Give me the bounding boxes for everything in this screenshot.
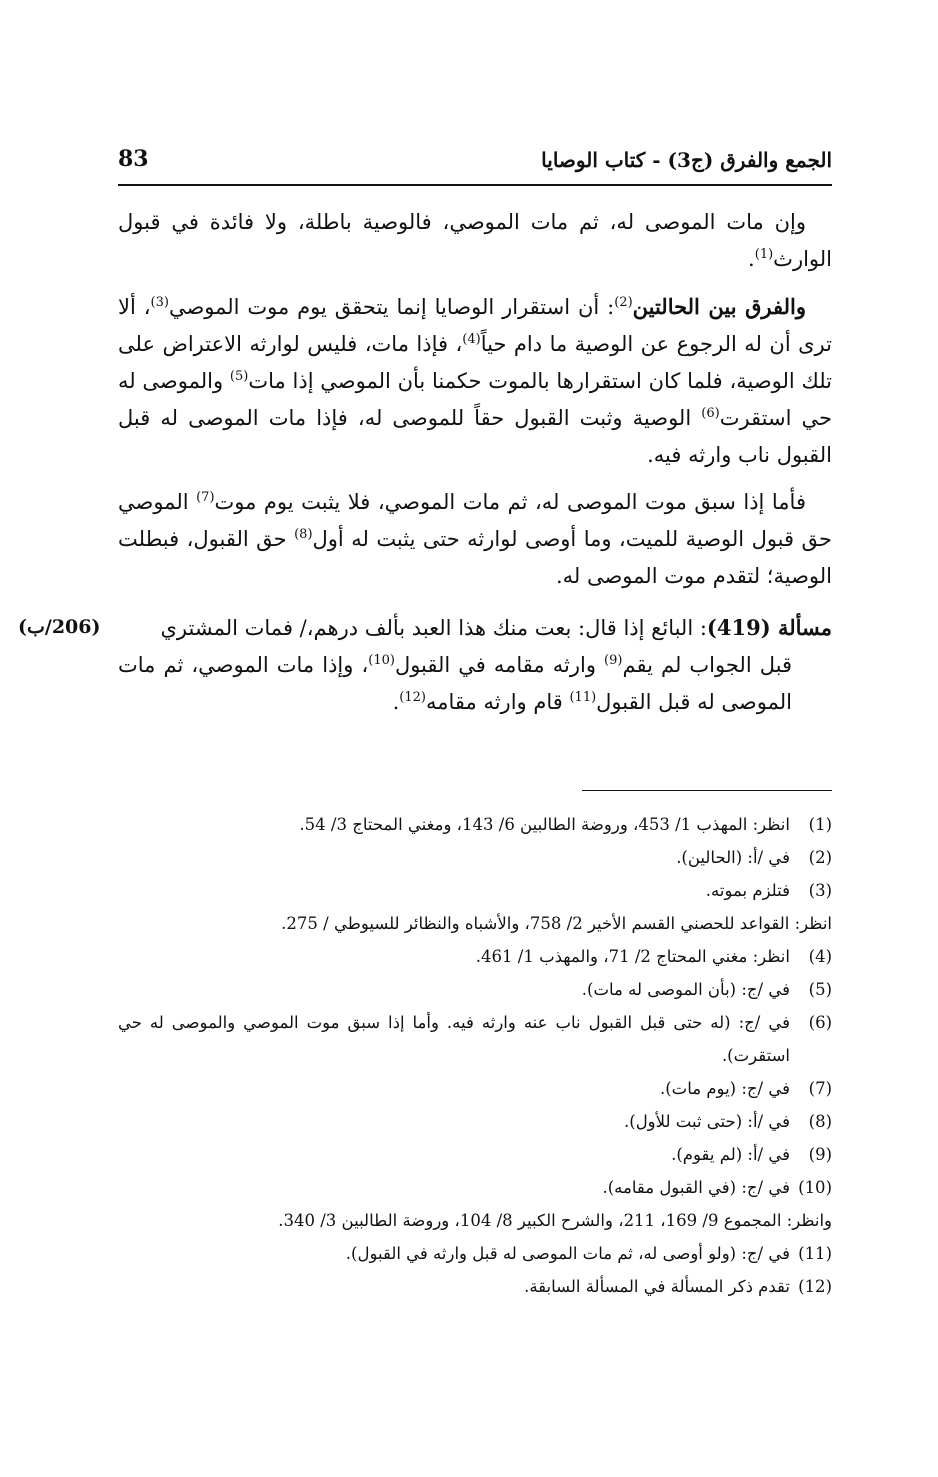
main-text bbox=[18, 204, 832, 742]
footnote-ref-5: (5) bbox=[229, 369, 249, 384]
paragraph-2-text-5: الوصية وثبت القبول حقاً للموصى له، فإذا مات الموصى له قبل القبول ناب وارثه فيه. bbox=[118, 406, 832, 467]
footnote-number: (6) bbox=[808, 1013, 832, 1032]
footnote-ref-3: (3) bbox=[150, 295, 169, 310]
footnote-number: (5) bbox=[808, 980, 832, 999]
footnote-text: انظر: مغني المحتاج 2/ 71، والمهذب 1/ 461. bbox=[475, 947, 790, 966]
masala-block bbox=[18, 609, 832, 721]
paragraph-3-text-3: حق القبول، فبطلت الوصية؛ لتقدم موت الموصى له. bbox=[118, 527, 832, 588]
masala-text-1: : البائع إذا قال: بعت منك هذا العبد بألف درهم،/ فمات المشتري bbox=[160, 616, 707, 640]
footnote-text: في /ج: (له حتى قبل القبول ناب عنه وارثه فيه. وأما إذا سبق موت الموصي والموصى له حي استقرت). bbox=[118, 1013, 790, 1065]
paragraph-2-text-4: والموصى له حي استقرت bbox=[118, 369, 832, 430]
footnote-item bbox=[118, 1237, 832, 1270]
masala-text-3: وارثه مقامه في القبول bbox=[394, 653, 605, 677]
footnote-number: (3) bbox=[808, 881, 832, 900]
footnote-item bbox=[118, 1105, 832, 1138]
footnote-text: في /أ: (حتى ثبت للأول). bbox=[624, 1112, 790, 1131]
paragraph-1 bbox=[118, 204, 832, 278]
footnote-item bbox=[118, 1171, 832, 1204]
footnote-number: (7) bbox=[808, 1079, 832, 1098]
paragraph-2-text-1: : أن استقرار الوصايا إنما يتحقق يوم موت الموصي bbox=[168, 295, 615, 319]
manuscript-folio-ref: (206/ب) bbox=[18, 616, 101, 638]
footnote-number: (9) bbox=[808, 1145, 832, 1164]
footnote-item bbox=[118, 874, 832, 907]
masala-text-4: ، وإذا مات الموصي، ثم مات الموصى له قبل القبول bbox=[118, 653, 792, 714]
footnote-item bbox=[118, 973, 832, 1006]
footnote-number: (11) bbox=[798, 1244, 832, 1263]
footnote-number: (1) bbox=[808, 815, 832, 834]
footnote-continuation: وانظر: المجموع 9/ 169، 211، والشرح الكبير 8/ 104، وروضة الطالبين 3/ 340. bbox=[278, 1211, 832, 1230]
paragraph-3-text-1: فأما إذا سبق موت الموصى له، ثم مات الموصي، فلا يثبت يوم موت bbox=[214, 490, 806, 514]
footnote-ref-11: (11) bbox=[569, 690, 597, 705]
footnote-ref-2: (2) bbox=[614, 295, 633, 310]
footnote-ref-8: (8) bbox=[294, 527, 313, 542]
paragraph-2-text-3: ، فإذا مات، فليس لوارثه الاعتراض على تلك الوصية، فلما كان استقرارها بالموت حكمنا بأن الموصي إذا مات bbox=[118, 332, 832, 393]
footnote-text: انظر: المهذب 1/ 453، وروضة الطالبين 6/ 143، ومغني المحتاج 3/ 54. bbox=[299, 815, 790, 834]
footnote-item bbox=[118, 841, 832, 874]
footnote-continuation: انظر: القواعد للحصني القسم الأخير 2/ 758، والأشباه والنظائر للسيوطي / 275. bbox=[281, 914, 832, 933]
footnote-text: في /ج: (بأن الموصى له مات). bbox=[581, 980, 790, 999]
footnotes bbox=[118, 808, 832, 1303]
footnote-number: (2) bbox=[808, 848, 832, 867]
paragraph-3 bbox=[118, 484, 832, 595]
page-number: 83 bbox=[118, 146, 149, 172]
footnote-ref-1: (1) bbox=[754, 247, 774, 262]
paragraph-1-text: وإن مات الموصى له، ثم مات الموصي، فالوصية باطلة، ولا فائدة في قبول الوارث bbox=[118, 210, 832, 271]
footnote-item bbox=[118, 808, 832, 841]
footnote-text: في /ج: (يوم مات). bbox=[660, 1079, 790, 1098]
footnote-item bbox=[118, 1270, 832, 1303]
footnote-text: في /أ: (الحالين). bbox=[676, 848, 790, 867]
footnote-number: (12) bbox=[798, 1277, 832, 1296]
footnote-ref-7: (7) bbox=[196, 490, 215, 505]
footnote-item bbox=[118, 1138, 832, 1171]
footnote-ref-10: (10) bbox=[368, 653, 395, 668]
footnote-item bbox=[118, 1006, 832, 1072]
paragraph-2-lead: والفرق بين الحالتين bbox=[632, 294, 807, 319]
masala-line-1 bbox=[118, 609, 832, 647]
footnote-text: في /ج: (في القبول مقامه). bbox=[602, 1178, 790, 1197]
footnote-item bbox=[118, 940, 832, 973]
paragraph-3-text-2: الموصي حق قبول الوصية للميت، وما أوصى لوارثه حتى يثبت له أول bbox=[118, 490, 832, 551]
masala-label: مسألة (419) bbox=[706, 615, 832, 640]
page-header bbox=[118, 140, 832, 186]
masala-text-6: . bbox=[392, 690, 400, 714]
footnote-ref-12: (12) bbox=[399, 690, 426, 705]
footnote-ref-6: (6) bbox=[701, 406, 720, 421]
footnote-ref-9: (9) bbox=[604, 653, 623, 668]
paragraph-1-end: . bbox=[748, 247, 755, 271]
footnote-number: (8) bbox=[808, 1112, 832, 1131]
masala-text-5: قام وارثه مقامه bbox=[426, 690, 570, 714]
footnote-number: (4) bbox=[808, 947, 832, 966]
footnote-text: فتلزم بموته. bbox=[705, 881, 790, 900]
masala-text-2: قبل الجواب لم يقم bbox=[622, 653, 792, 677]
footnote-ref-4: (4) bbox=[462, 332, 481, 347]
footnote-separator bbox=[582, 790, 832, 791]
masala-continuation bbox=[118, 647, 792, 721]
paragraph-2 bbox=[118, 288, 832, 474]
footnote-text: تقدم ذكر المسألة في المسألة السابقة. bbox=[524, 1277, 790, 1296]
footnote-text: في /ج: (ولو أوصى له، ثم مات الموصى له قبل وارثه في القبول). bbox=[345, 1244, 790, 1263]
footnote-text: في /أ: (لم يقوم). bbox=[671, 1145, 790, 1164]
footnote-number: (10) bbox=[798, 1178, 832, 1197]
footnote-item bbox=[118, 1072, 832, 1105]
paragraph-2-text-2: ، ألا ترى أن له الرجوع عن الوصية ما دام حياً bbox=[118, 295, 832, 356]
running-title: الجمع والفرق (ج3) - كتاب الوصايا bbox=[541, 148, 832, 172]
